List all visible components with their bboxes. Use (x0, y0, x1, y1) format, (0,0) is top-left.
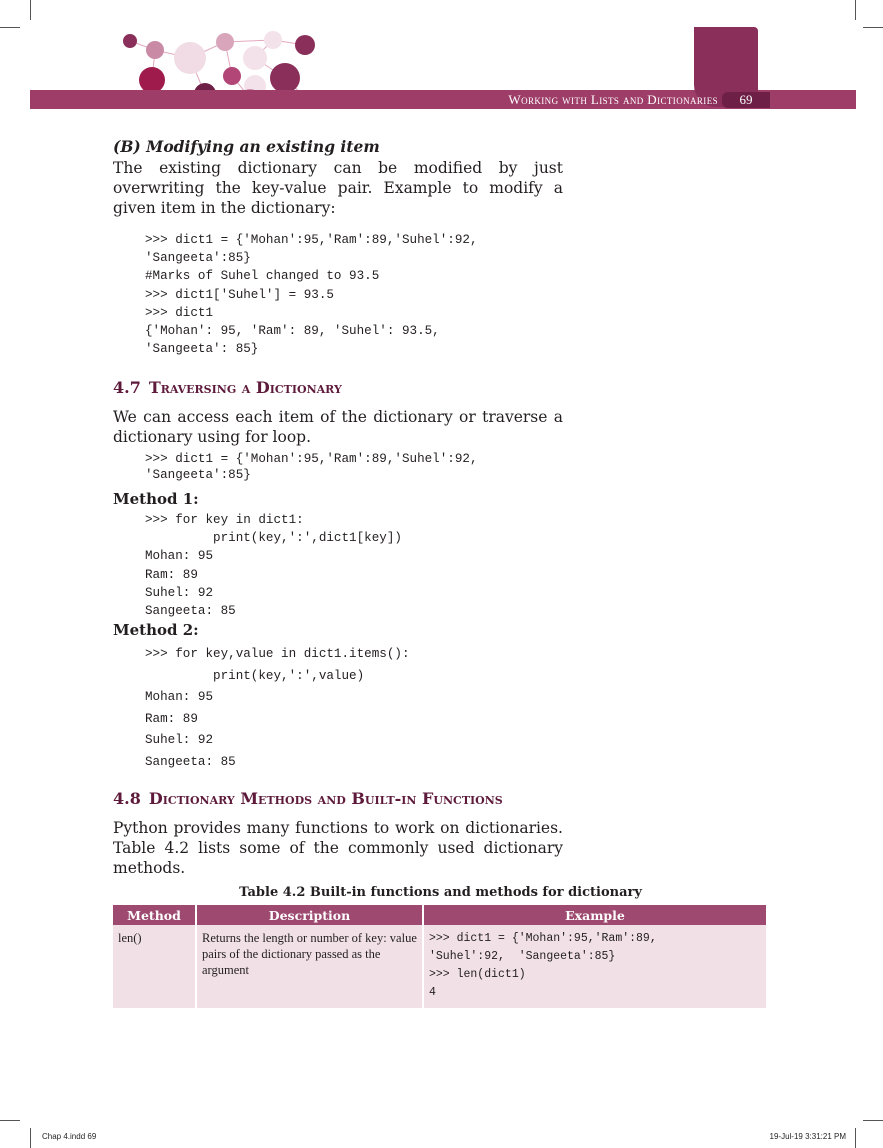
example-cell (423, 925, 767, 1008)
example-line: 'Suhel':92, 'Sangeeta':85} (429, 950, 616, 963)
speaker-icon (146, 41, 164, 59)
example-line: >>> dict1 = {'Mohan':95,'Ram':89, (429, 932, 657, 945)
code-block (145, 451, 478, 483)
code-line: {'Mohan': 95, 'Ram': 89, 'Suhel': 93.5, (145, 324, 440, 339)
column-header: Description (196, 905, 423, 925)
crop-mark (863, 1120, 883, 1121)
person-icon (216, 33, 234, 51)
crop-mark (855, 1128, 856, 1148)
code-line: >>> dict1 = {'Mohan':95,'Ram':89,'Suhel':92, (145, 452, 478, 466)
code-line: >>> dict1 = {'Mohan':95,'Ram':89,'Suhel':92, (145, 233, 478, 247)
video-icon (295, 35, 315, 55)
running-header-title: Working with Lists and Dictionaries (508, 92, 718, 107)
table-row (113, 925, 767, 1008)
column-header: Method (113, 905, 196, 925)
paragraph: We can access each item of the dictionary or traverse a dictionary using for loop. (113, 408, 563, 446)
code-line: Mohan: 95 (145, 690, 214, 704)
code-line: >>> for key,value in dict1.items(): (145, 647, 410, 661)
code-line: >>> dict1['Suhel'] = 93.5 (145, 287, 334, 302)
subsection-heading: (B) Modifying an existing item (113, 137, 380, 156)
section-number: 4.8 (113, 789, 141, 808)
section-title: Traversing a Dictionary (148, 378, 342, 397)
section-title: Dictionary Methods and Built-in Functions (148, 789, 503, 808)
table-caption: Table 4.2 Built-in functions and methods for dictionary (239, 885, 642, 900)
crop-mark (863, 27, 883, 28)
method-cell: len() (113, 925, 196, 1008)
code-line: 'Sangeeta': 85} (145, 342, 259, 357)
crop-mark (30, 0, 31, 20)
code-line: 'Sangeeta':85} (145, 468, 251, 482)
example-line: 4 (429, 986, 436, 999)
code-line: >>> dict1 (145, 305, 214, 320)
section-heading (113, 789, 503, 808)
footer-timestamp: 19-Jul-19 3:31:21 PM (769, 1132, 846, 1141)
functions-table (113, 905, 768, 1008)
method-heading: Method 2: (113, 621, 199, 639)
example-line: >>> len(dict1) (429, 968, 526, 981)
code-line: 'Sangeeta':85} (145, 251, 251, 266)
phone-icon (270, 63, 300, 93)
code-line: #Marks of Suhel changed to 93.5 (145, 269, 380, 284)
crop-mark (0, 27, 20, 28)
page-number: 69 (722, 92, 770, 108)
footer-file-info: Chap 4.indd 69 (42, 1132, 97, 1141)
code-block (145, 644, 410, 773)
method-heading: Method 1: (113, 490, 199, 508)
code-block (145, 511, 402, 620)
column-header: Example (423, 905, 767, 925)
crop-mark (855, 0, 856, 20)
mail-icon (123, 34, 137, 48)
code-line: Sangeeta: 85 (145, 604, 236, 619)
crop-mark (30, 1128, 31, 1148)
code-line: print(key,':',value) (145, 668, 365, 683)
paragraph: The existing dictionary can be modified by just overwriting the key-value pair. Example to modify a given item in the dictionary: (113, 159, 563, 217)
code-block (145, 231, 478, 358)
code-line: Sangeeta: 85 (145, 754, 236, 769)
code-line: Ram: 89 (145, 711, 198, 726)
chat-icon (174, 42, 206, 74)
table-header-row (113, 905, 767, 925)
section-number: 4.7 (113, 378, 141, 397)
crop-mark (0, 1120, 20, 1121)
code-line: Ram: 89 (145, 567, 198, 582)
like-icon (223, 67, 241, 85)
code-line: Mohan: 95 (145, 549, 214, 564)
section-heading (113, 378, 342, 397)
code-line: print(key,':',dict1[key]) (145, 531, 402, 546)
code-line: Suhel: 92 (145, 585, 214, 600)
code-line: >>> for key in dict1: (145, 513, 304, 527)
paragraph: Python provides many functions to work on dictionaries. Table 4.2 lists some of the commonly used dictionary methods. (113, 819, 563, 877)
code-line: Suhel: 92 (145, 733, 214, 747)
description-cell: Returns the length or number of key: value pairs of the dictionary passed as the argument (196, 925, 423, 1008)
cloud-node (243, 46, 267, 70)
group-icon (264, 31, 282, 49)
